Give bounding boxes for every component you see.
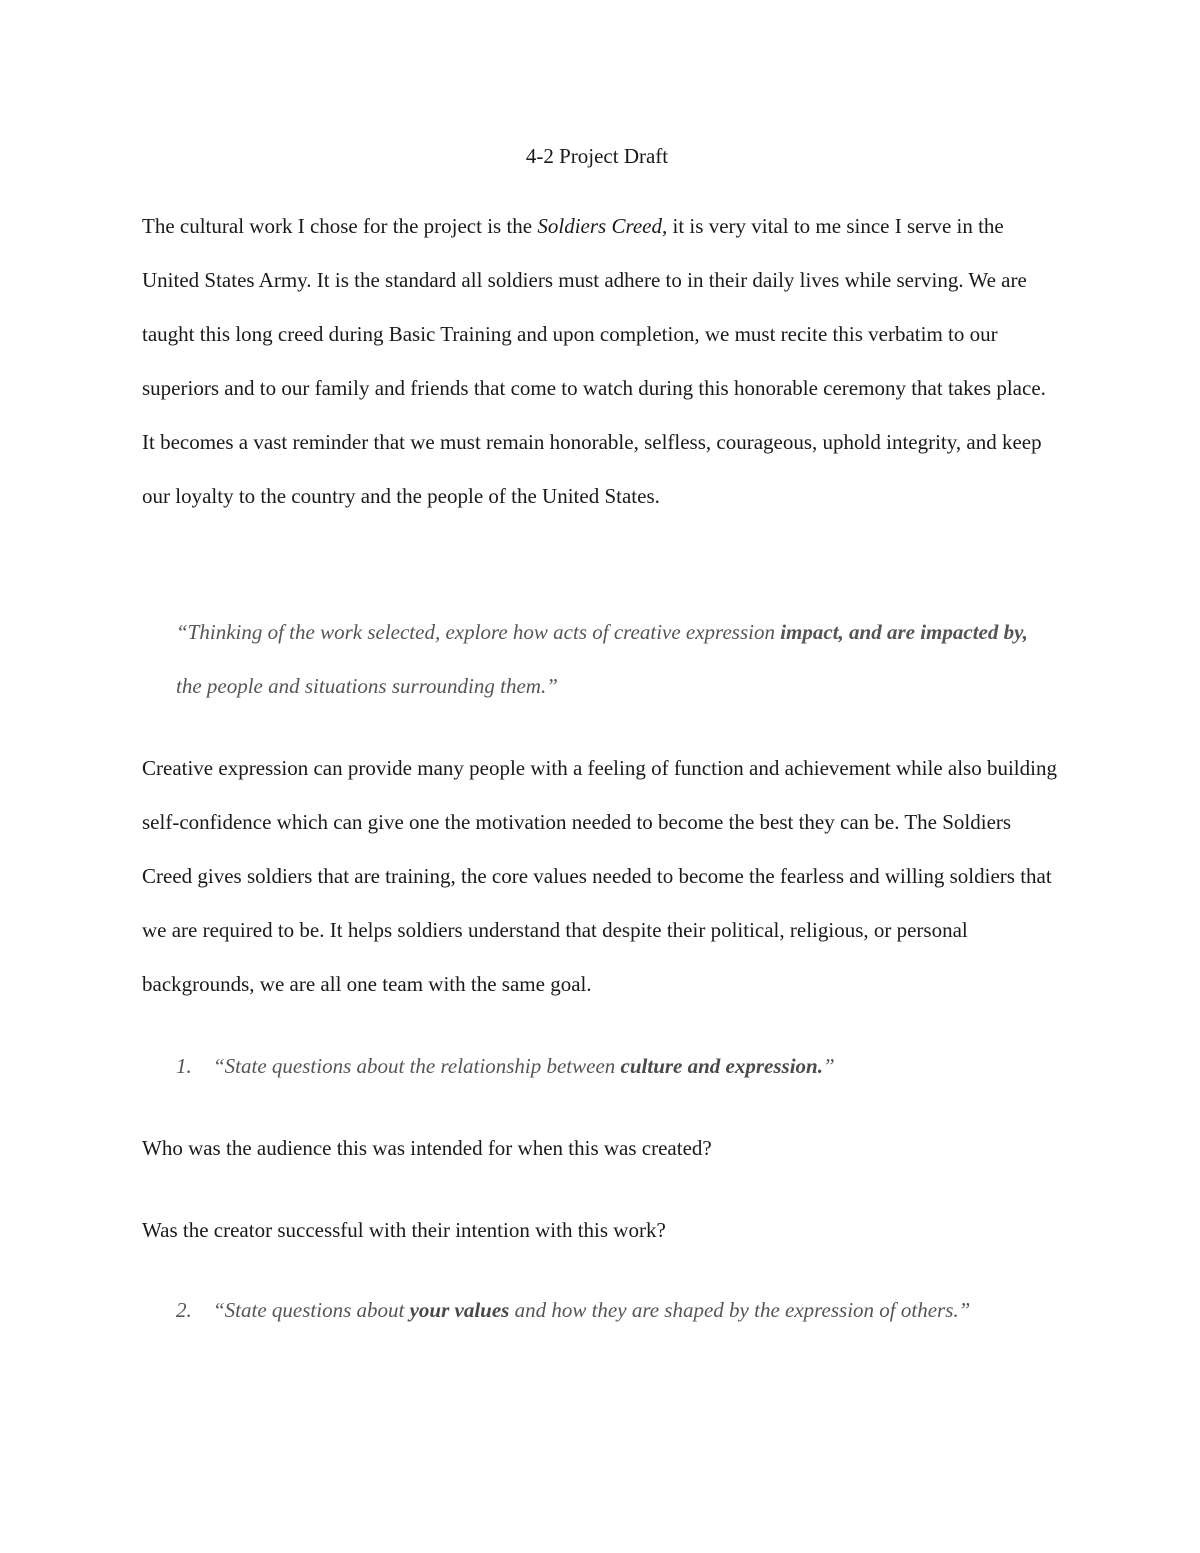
item-text-end: ” [822,1054,835,1078]
item-text [176,1039,1036,1093]
numbered-item-2 [176,1283,1036,1337]
intro-text-end: it is very vital to me since I serve in the United States Army. It is the standard all soldiers must adhere to in their daily lives while serving. We are taught this long creed during Basic Training and upon completion, we must recite this verbatim to our superiors and to our family and friends that come to watch during this honorable ceremony that takes place. It becomes a vast reminder that we must remain honorable, selfless, courageous, uphold integrity, and keep our loyalty to the country and the people of the United States. [142,214,1046,508]
document-title: 4-2 Project Draft [525,144,669,168]
work-title: Soldiers Creed, [537,214,668,238]
body-paragraph: Creative expression can provide many people with a feeling of function and achievement while also building self-confidence which can give one the motivation needed to become the best they can be. The Soldiers Creed gives soldiers that are training, the core values needed to become the fearless and willing soldiers that we are required to be. It helps soldiers understand that despite their political, religious, or personal backgrounds, we are all one team with the same goal. [142,756,1057,996]
item-emphasis: your values [409,1298,510,1322]
item-number: 2. [176,1298,192,1322]
intro-paragraph [142,199,1062,523]
numbered-item-1 [176,1039,1036,1093]
prompt-text-end: the people and situations surrounding them.” [176,674,558,698]
question-audience: Who was the audience this was intended for when this was created? [142,1136,712,1160]
question-success: Was the creator successful with their intention with this work? [142,1218,666,1242]
item-number: 1. [176,1054,192,1078]
intro-text-start: The cultural work I chose for the project is the [142,214,538,238]
prompt-emphasis: impact, and are impacted by, [780,620,1028,644]
item-text [176,1283,1036,1337]
prompt-text-start: “Thinking of the work selected, explore how acts of creative expression [176,620,781,644]
item-text-start: “State questions about [213,1298,410,1322]
prompt-quote [176,605,1056,713]
item-text-end: and how they are shaped by the expression of others.” [509,1298,971,1322]
item-text-start: “State questions about the relationship between [213,1054,621,1078]
item-emphasis: culture and expression. [620,1054,823,1078]
